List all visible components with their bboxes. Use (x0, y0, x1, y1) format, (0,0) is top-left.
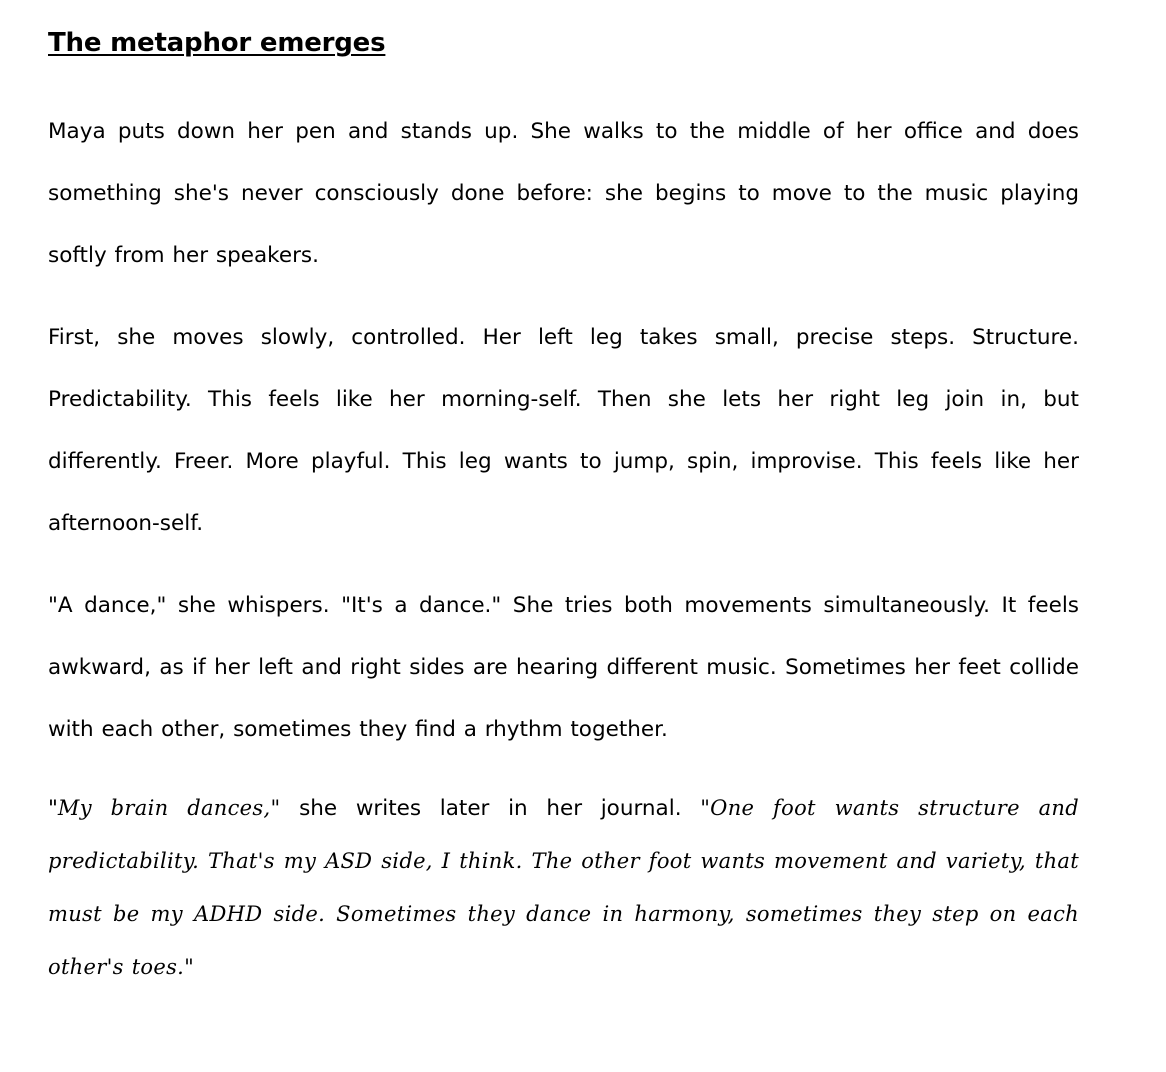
paragraph-two-legs: First, she moves slowly, controlled. Her left leg takes small, precise steps. Structure. Predictability. This feels like her morning-self. Then she lets her right leg join in, but differently. Freer. More playful. This leg wants to jump, spin, improvise. This feels like her afternoon-self. (48, 325, 1079, 536)
journal-quote-feet: "One foot wants structure and predictability. That's my ASD side, I think. The other foot wants movement and variety, that must be my ADHD side. Sometimes they dance in harmony, sometimes they step on each other's toes." (48, 796, 1079, 979)
journal-narration: she writes later in her journal. (280, 796, 701, 821)
paragraph-a-dance: "A dance," she whispers. "It's a dance." She tries both movements simultaneously. It feels awkward, as if her left and right sides are hearing different music. Sometimes her feet collide with each other, sometimes they find a rhythm together. (48, 593, 1079, 742)
paragraph-office-music: Maya puts down her pen and stands up. She walks to the middle of her office and does something she's never consciously done before: she begins to move to the music playing softly from her speakers. (48, 119, 1079, 268)
journal-quote-brain-dances: My brain dances," (57, 796, 281, 820)
section-heading: The metaphor emerges (48, 28, 386, 58)
document-page (48, 24, 1079, 979)
paragraph-journal-entry (48, 782, 1079, 994)
open-quote: " (48, 796, 58, 821)
